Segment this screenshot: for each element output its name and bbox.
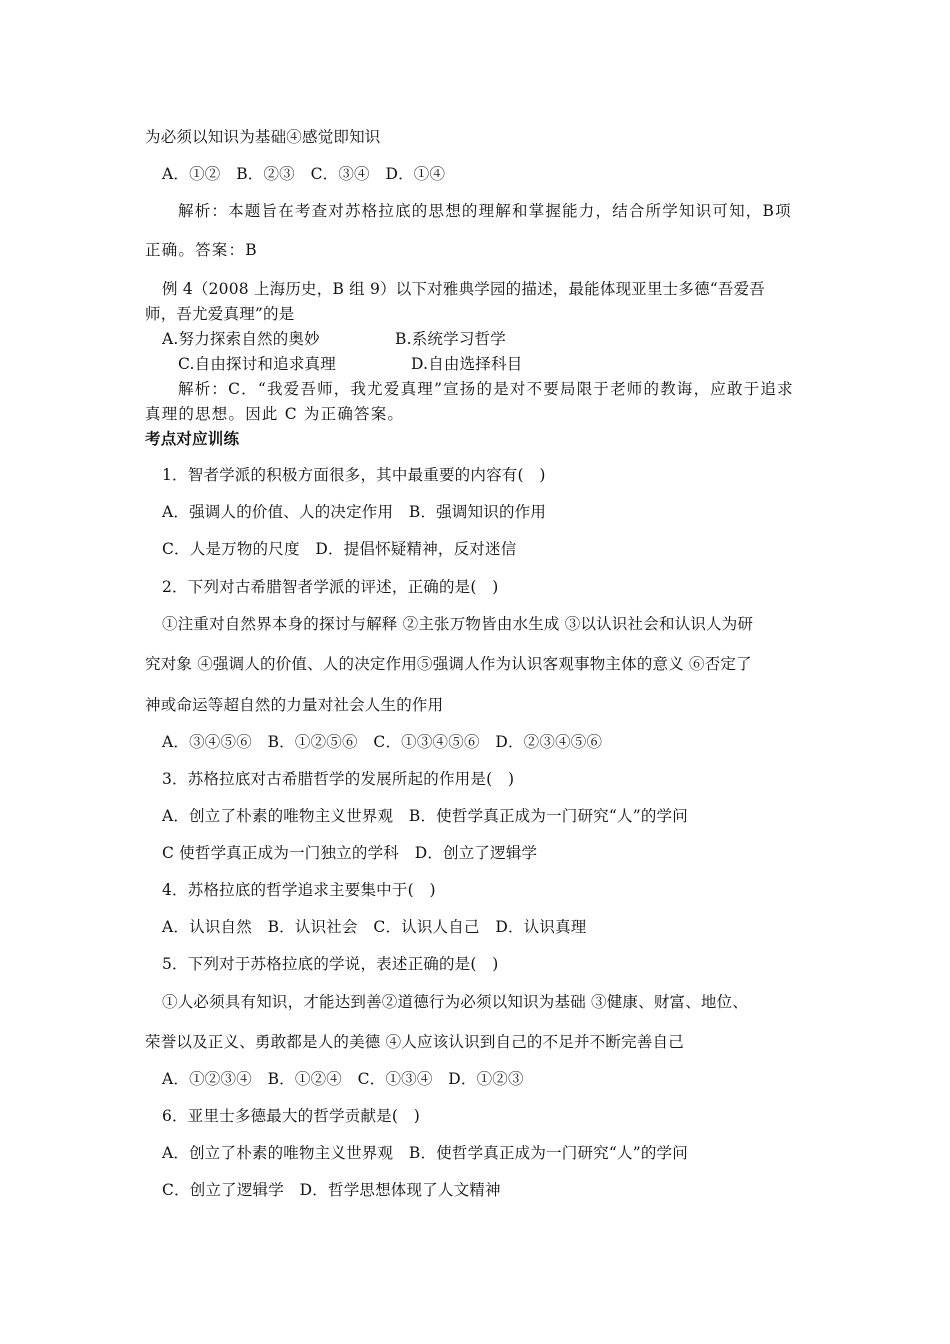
example-4-option-b: B.系统学习哲学 xyxy=(395,330,506,348)
analysis-3-line-1: 解析：本题旨在考查对苏格拉底的思想的理解和掌握能力，结合所学知识可知，B项 xyxy=(178,202,792,220)
example-4-line-1: 例 4（2008 上海历史，B 组 9）以下对雅典学园的描述，最能体现亚里士多德“吾爱吾 xyxy=(162,280,765,298)
question-5-statements-line-2: 荣誉以及正义、勇敢都是人的美德 ④人应该认识到自己的不足并不断完善自己 xyxy=(145,1033,684,1051)
question-6-options-cd: C．创立了逻辑学 D．哲学思想体现了人文精神 xyxy=(162,1181,501,1199)
question-1-options-ab: A．强调人的价值、人的决定作用 B．强调知识的作用 xyxy=(162,503,547,521)
question-5-statements-line-1: ①人必须具有知识，才能达到善②道德行为必须以知识为基础 ③健康、财富、地位、 xyxy=(162,993,749,1011)
analysis-4-line-2: 真理的思想。因此 C 为正确答案。 xyxy=(145,405,405,423)
question-5-stem: 5．下列对于苏格拉底的学说，表述正确的是( ) xyxy=(162,955,499,973)
question-3-options-ab: A．创立了朴素的唯物主义世界观 B．使哲学真正成为一门研究“人”的学问 xyxy=(162,807,688,825)
analysis-3-line-2: 正确。答案：B xyxy=(145,241,258,259)
question-6-stem: 6．亚里士多德最大的哲学贡献是( ) xyxy=(162,1107,421,1125)
question-3-options-tail: 为必须以知识为基础④感觉即知识 xyxy=(145,128,381,146)
example-4-option-a: A.努力探索自然的奥妙 xyxy=(162,330,320,348)
analysis-4-line-1: 解析：C．“我爱吾师，我尤爱真理”宣扬的是对不要局限于老师的教诲，应敢于追求 xyxy=(178,380,794,398)
question-3-stem: 3．苏格拉底对古希腊哲学的发展所起的作用是( ) xyxy=(162,770,515,788)
question-1-stem: 1．智者学派的积极方面很多，其中最重要的内容有( ) xyxy=(162,466,546,484)
question-2-statements-line-3: 神或命运等超自然的力量对社会人生的作用 xyxy=(145,696,444,714)
question-2-statements-line-2: 究对象 ④强调人的价值、人的决定作用⑤强调人作为认识客观事物主体的意义 ⑥否定了 xyxy=(145,655,752,673)
question-2-answer-choices: A．③④⑤⑥ B．①②⑤⑥ C．①③④⑤⑥ D．②③④⑤⑥ xyxy=(162,733,603,751)
question-1-options-cd: C．人是万物的尺度 D．提倡怀疑精神，反对迷信 xyxy=(162,540,517,558)
question-3-options-cd: C 使哲学真正成为一门独立的学科 D．创立了逻辑学 xyxy=(162,844,538,862)
question-4-stem: 4．苏格拉底的哲学追求主要集中于( ) xyxy=(162,881,436,899)
question-2-statements-line-1: ①注重对自然界本身的探讨与解释 ②主张万物皆由水生成 ③以认识社会和认识人为研 xyxy=(162,615,754,633)
question-4-answer-choices: A．认识自然 B．认识社会 C．认识人自己 D．认识真理 xyxy=(162,918,587,936)
question-6-options-ab: A．创立了朴素的唯物主义世界观 B．使哲学真正成为一门研究“人”的学问 xyxy=(162,1144,688,1162)
question-2-stem: 2．下列对古希腊智者学派的评述，正确的是( ) xyxy=(162,578,499,596)
example-4-option-d: D.自由选择科目 xyxy=(411,355,523,373)
question-5-answer-choices: A．①②③④ B．①②④ C．①③④ D．①②③ xyxy=(162,1070,524,1088)
section-heading: 考点对应训练 xyxy=(145,430,240,448)
example-4-line-2: 师，吾尤爱真理”的是 xyxy=(145,305,295,323)
example-4-option-c: C.自由探讨和追求真理 xyxy=(178,355,336,373)
question-3-answer-choices: A．①② B．②③ C．③④ D．①④ xyxy=(162,165,446,183)
